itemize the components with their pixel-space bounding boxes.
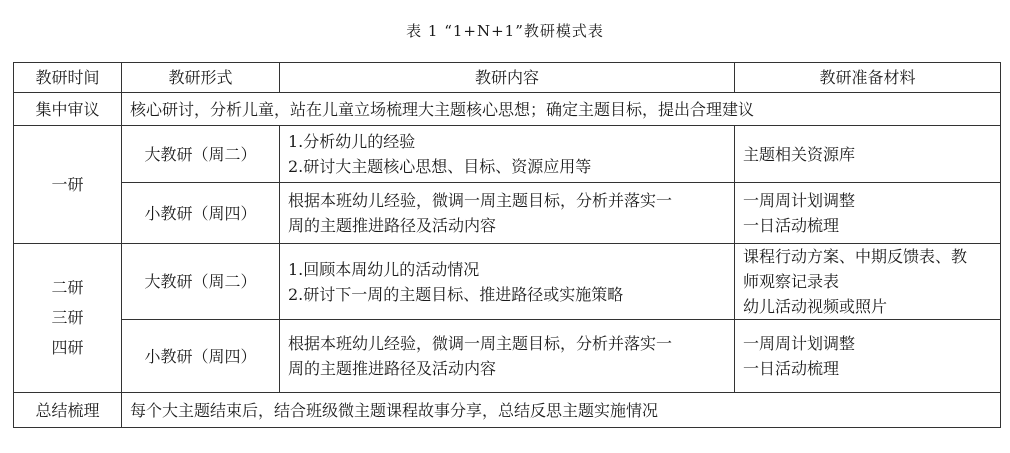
time-eryan: [14, 244, 122, 393]
time-line: 二研: [51, 278, 84, 297]
row-eryan-small: [14, 320, 1001, 393]
research-mode-table: [13, 62, 1001, 428]
header-materials: 教研准备材料: [735, 63, 1001, 93]
materials-line: 主题相关资源库: [743, 144, 856, 164]
content-line: 2.研讨下一周的主题目标、推进路径或实施策略: [288, 284, 624, 304]
row-jizhong: [14, 93, 1001, 126]
content-yiyan-big: [280, 126, 735, 183]
content-line: 周的主题推进路径及活动内容: [288, 216, 497, 235]
row-eryan-big: [14, 244, 1001, 320]
time-yiyan: 一研: [14, 126, 122, 244]
content-line: 周的主题推进路径及活动内容: [288, 359, 497, 378]
table-caption: 表 1 “1+N+1”教研模式表: [406, 22, 604, 40]
row-yiyan-big: [14, 126, 1001, 183]
materials-line: 幼儿活动视频或照片: [743, 297, 888, 316]
materials-line: 一日活动梳理: [743, 359, 840, 378]
materials-line: 师观察记录表: [743, 272, 840, 291]
content-line: 1.回顾本周幼儿的活动情况: [288, 259, 480, 279]
content-line: 根据本班幼儿经验，微调一周主题目标，分析并落实一: [288, 191, 673, 210]
header-time: 教研时间: [14, 63, 122, 93]
time-line: 三研: [51, 308, 84, 327]
materials-line: 一周周计划调整: [743, 191, 856, 210]
form-yiyan-small: 小教研（周四）: [122, 183, 280, 244]
content-jizhong: 核心研讨，分析儿童，站在儿童立场梳理大主题核心思想；确定主题目标，提出合理建议: [122, 93, 1001, 126]
form-eryan-big: 大教研（周二）: [122, 244, 280, 320]
row-yiyan-small: [14, 183, 1001, 244]
content-line: 根据本班幼儿经验，微调一周主题目标，分析并落实一: [288, 334, 673, 353]
content-line: 2.研讨大主题核心思想、目标、资源应用等: [288, 157, 592, 176]
header-form: 教研形式: [122, 63, 280, 93]
header-row: [14, 63, 1001, 93]
form-eryan-small: 小教研（周四）: [122, 320, 280, 393]
content-yiyan-small: [280, 183, 735, 244]
materials-yiyan-big: [735, 126, 1001, 183]
time-line: 四研: [51, 338, 84, 357]
materials-yiyan-small: [735, 183, 1001, 244]
row-zongjie: [14, 393, 1001, 428]
materials-line: 一周周计划调整: [743, 334, 856, 353]
time-jizhong: 集中审议: [14, 93, 122, 126]
materials-line: 一日活动梳理: [743, 216, 840, 235]
materials-eryan-small: [735, 320, 1001, 393]
content-zongjie: 每个大主题结束后，结合班级微主题课程故事分享，总结反思主题实施情况: [122, 393, 1001, 428]
materials-line: 课程行动方案、中期反馈表、教: [743, 247, 968, 266]
time-zongjie: 总结梳理: [14, 393, 122, 428]
materials-eryan-big: [735, 244, 1001, 320]
content-line: 1.分析幼儿的经验: [288, 132, 416, 151]
content-eryan-big: [280, 244, 735, 320]
content-eryan-small: [280, 320, 735, 393]
header-content: 教研内容: [280, 63, 735, 93]
form-yiyan-big: 大教研（周二）: [122, 126, 280, 183]
